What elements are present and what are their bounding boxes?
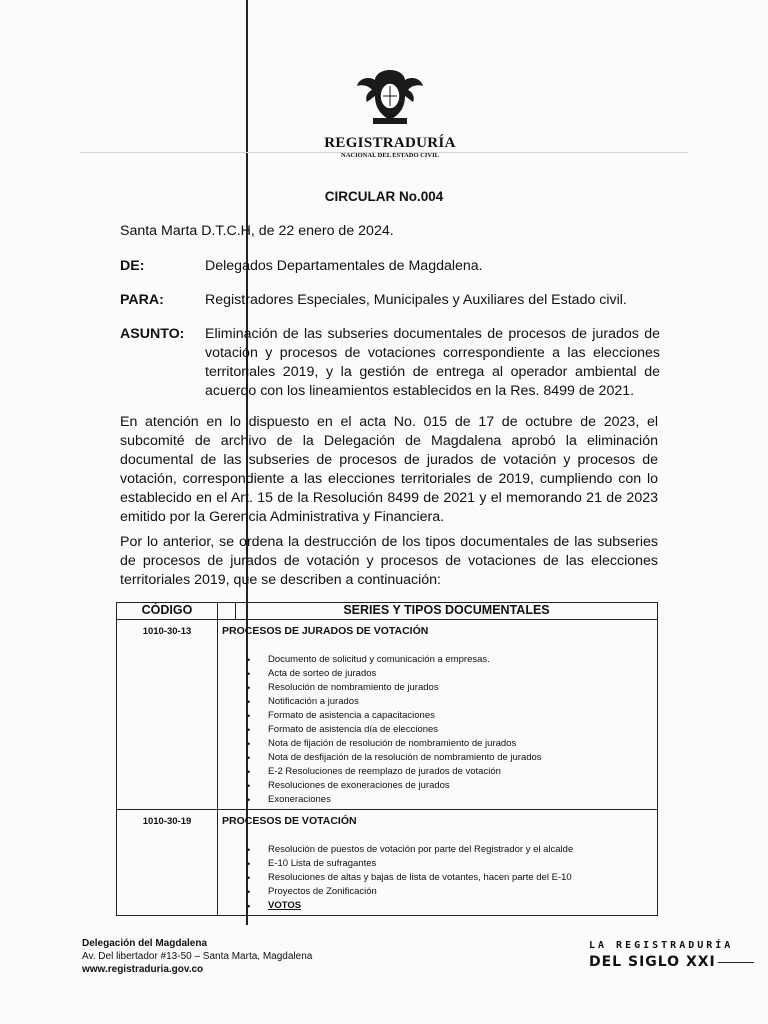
table-row bbox=[117, 810, 658, 916]
place-date: Santa Marta D.T.C.H, de 22 enero de 2024. bbox=[120, 223, 394, 239]
para-label: PARA: bbox=[120, 292, 164, 308]
list-item: • Resoluciones de altas y bajas de lista de votantes, hacen parte del E-10 bbox=[268, 871, 657, 885]
row-content bbox=[218, 810, 658, 916]
header-divider bbox=[80, 152, 688, 153]
col-series-header: SERIES Y TIPOS DOCUMENTALES bbox=[236, 603, 658, 620]
de-label: DE: bbox=[120, 258, 145, 274]
list-item: • VOTOS bbox=[268, 899, 657, 913]
footer-address: Av. Del libertador #13-50 – Santa Marta, Magdalena bbox=[82, 951, 313, 962]
list-item: • Exoneraciones bbox=[268, 793, 657, 807]
list-item: • Nota de desfijación de la resolución de nombramiento de jurados bbox=[268, 751, 657, 765]
footer-contact bbox=[82, 937, 312, 976]
list-item: • Documento de solicitud y comunicación a empresas. bbox=[268, 653, 657, 667]
slogan-line-2 bbox=[589, 954, 754, 970]
asunto-value: Eliminación de las subseries documentales de procesos de jurados de votación y procesos de votaciones correspondiente a las elecciones territoriales 2019, y la gestión de entrega al operador ambiental de acuerdo con los lineamientos establecidos en la Res. 8499 de 2021. bbox=[205, 326, 660, 399]
row-code: 1010-30-13 bbox=[117, 620, 218, 810]
row-code: 1010-30-19 bbox=[117, 810, 218, 916]
row-category: PROCESOS DE VOTACIÓN bbox=[222, 815, 357, 827]
field-asunto bbox=[120, 325, 660, 401]
row-category: PROCESOS DE JURADOS DE VOTACIÓN bbox=[222, 625, 429, 637]
field-de bbox=[120, 257, 660, 276]
list-item: • Acta de sorteo de jurados bbox=[268, 667, 657, 681]
letterhead bbox=[300, 66, 480, 159]
table-row bbox=[117, 620, 658, 810]
list-item: • Formato de asistencia día de elecciones bbox=[268, 723, 657, 737]
asunto-label: ASUNTO: bbox=[120, 326, 185, 342]
footer-web: www.registraduria.gov.co bbox=[82, 964, 204, 975]
item-list bbox=[218, 653, 657, 807]
footer-slogan bbox=[589, 940, 754, 970]
footer-org: Delegación del Magdalena bbox=[82, 938, 208, 949]
field-para bbox=[120, 291, 660, 310]
list-item: • E-2 Resoluciones de reemplazo de jurados de votación bbox=[268, 765, 657, 779]
list-item: • Formato de asistencia a capacitaciones bbox=[268, 709, 657, 723]
col-code-header: CÓDIGO bbox=[117, 603, 218, 620]
slogan-line-2-text: DEL SIGLO XXI bbox=[589, 954, 716, 970]
list-item: • E-10 Lista de sufragantes bbox=[268, 857, 657, 871]
circular-number: CIRCULAR No.004 bbox=[324, 189, 444, 204]
slogan-line-1: LA REGISTRADURÍA bbox=[589, 940, 734, 951]
brand-name: REGISTRADURÍA bbox=[324, 135, 456, 151]
document-series-table bbox=[116, 602, 658, 916]
list-item: • Resolución de puestos de votación por parte del Registrador y el alcalde bbox=[268, 843, 657, 857]
de-value: Delegados Departamentales de Magdalena. bbox=[205, 258, 483, 274]
list-item: • Resolución de nombramiento de jurados bbox=[268, 681, 657, 695]
table-header-row bbox=[117, 603, 658, 620]
coat-of-arms-icon bbox=[345, 66, 435, 128]
list-item: • Resoluciones de exoneraciones de jurados bbox=[268, 779, 657, 793]
list-item: • Proyectos de Zonificación bbox=[268, 885, 657, 899]
list-item: • Notificación a jurados bbox=[268, 695, 657, 709]
list-item: • Nota de fijación de resolución de nombramiento de jurados bbox=[268, 737, 657, 751]
brand-subtitle: NACIONAL DEL ESTADO CIVIL bbox=[341, 152, 439, 159]
body-paragraph-2: Por lo anterior, se ordena la destrucción de los tipos documentales de las subseries de procesos de jurados de votación y procesos de votaciones de las elecciones territoriales 2019, que se describen a continuación: bbox=[120, 534, 658, 588]
body-paragraph-1: En atención en lo dispuesto en el acta No. 015 de 17 de octubre de 2023, el subcomité de archivo de la Delegación de Magdalena aprobó la eliminación documental de las subseries de procesos de jurados de votación y procesos de votación, correspondiente a las elecciones territoriales de 2019, cumpliendo con lo establecido en el Art. 15 de la Resolución 8499 de 2021 y el memorando 21 de 2023 emitido por la Gerencia Administrativa y Financiera. bbox=[120, 414, 658, 525]
col-gap bbox=[218, 603, 236, 620]
row-content bbox=[218, 620, 658, 810]
item-list bbox=[218, 843, 657, 913]
slogan-dash bbox=[718, 962, 754, 963]
para-value: Registradores Especiales, Municipales y Auxiliares del Estado civil. bbox=[205, 292, 627, 308]
